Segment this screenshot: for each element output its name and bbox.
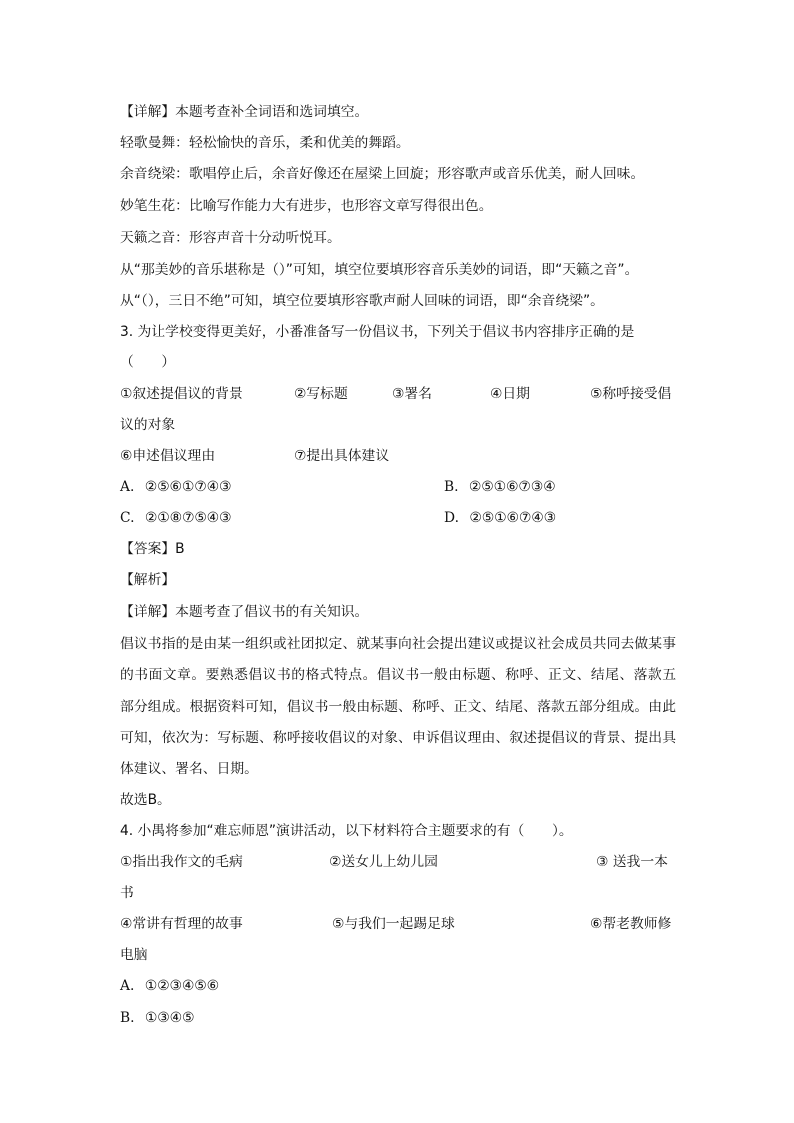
q3-answer: 【答案】B: [120, 541, 185, 557]
definition-yuyinraoliang: 余音绕梁：歌唱停止后，余音好像还在屋梁上回旋；形容歌声或音乐优美，耐人回味。: [120, 166, 645, 182]
q4-item-3: ③ 送我一本: [596, 854, 668, 870]
option-letter: A.: [120, 479, 135, 495]
q3-item-5: ⑤称呼接受倡: [590, 386, 672, 402]
q3-option-c: [120, 508, 231, 528]
q3-analysis-heading: 【解析】: [120, 572, 176, 588]
q3-item-1: ①叙述提倡议的背景: [120, 386, 243, 402]
q3-item-5-continued: 议的对象: [120, 417, 176, 433]
q4-item-3-continued: 书: [120, 885, 134, 901]
option-text: ②①⑧⑦⑤④③: [144, 510, 232, 526]
q3-item-7: ⑦提出具体建议: [294, 448, 390, 464]
q4-option-b: [120, 1008, 194, 1028]
option-text: ①③④⑤: [144, 1010, 195, 1026]
option-text: ②⑤①⑥⑦④③: [469, 510, 556, 526]
q3-explain-line-1: 倡议书指的是由某一组织或社团拟定、就某事向社会提出建议或提议社会成员共同去做某事: [120, 636, 676, 652]
q3-option-b: [444, 477, 556, 497]
q3-item-6: ⑥申述倡议理由: [120, 448, 216, 464]
q3-item-2: ②写标题: [294, 386, 348, 402]
q3-conclusion: 故选B。: [120, 792, 171, 808]
q4-item-1: ①指出我作文的毛病: [120, 854, 243, 870]
q3-detail-heading: 【详解】本题考查了倡议书的有关知识。: [120, 604, 369, 620]
option-letter: B.: [444, 479, 459, 495]
q4-item-6: ⑥帮老教师修: [590, 916, 672, 932]
definition-tianlaizhiyin: 天籁之音：形容声音十分动听悦耳。: [120, 230, 341, 246]
definition-miaobishenghua: 妙笔生花：比喻写作能力大有进步，也形容文章写得很出色。: [120, 198, 493, 214]
option-letter: A.: [120, 978, 135, 994]
q3-explain-line-5: 体建议、署名、日期。: [120, 761, 258, 777]
detail-heading-1: 【详解】本题考查补全词语和选词填空。: [120, 104, 369, 120]
option-text: ②⑤①⑥⑦③④: [468, 479, 556, 495]
q3-option-d: [444, 508, 556, 528]
q3-explain-line-3: 部分组成。根据资料可知，倡议书一般由标题、称呼、正文、结尾、落款五部分组成。由此: [120, 699, 676, 715]
definition-qinggemanwu: 轻歌曼舞：轻松愉快的音乐，柔和优美的舞蹈。: [120, 135, 410, 151]
option-letter: D.: [444, 510, 459, 526]
q4-item-5: ⑤与我们一起踢足球: [332, 916, 455, 932]
option-text: ②⑤⑥①⑦④③: [144, 479, 232, 495]
explanation-line-1: 从“那美妙的音乐堪称是（）”可知，填空位要填形容音乐美妙的词语，即“天籁之音”。: [120, 262, 639, 278]
explanation-line-2: 从“（），三日不绝”可知，填空位要填形容歌声耐人回味的词语，即“余音绕梁”。: [120, 293, 604, 309]
q3-stem-line-1: 3. 为让学校变得更美好，小番准备写一份倡议书，下列关于倡议书内容排序正确的是: [120, 324, 635, 340]
option-text: ①②③④⑤⑥: [144, 978, 219, 994]
q4-item-2: ②送女儿上幼儿园: [329, 854, 438, 870]
q3-item-4: ④日期: [490, 386, 530, 402]
q4-stem: 4. 小禺将参加“难忘师恩”演讲活动，以下材料符合主题要求的有（ ）。: [120, 823, 573, 839]
q3-stem-line-2: （ ）: [120, 354, 176, 370]
option-letter: C.: [120, 510, 135, 526]
q3-item-3: ③署名: [392, 386, 432, 402]
option-letter: B.: [120, 1010, 135, 1026]
q4-item-6-continued: 电脑: [120, 947, 148, 963]
q3-explain-line-4: 可知，依次为：写标题、称呼接收倡议的对象、申诉倡议理由、叙述提倡议的背景、提出具: [120, 730, 676, 746]
q4-option-a: [120, 976, 219, 996]
q4-item-4: ④常讲有哲理的故事: [120, 916, 243, 932]
q3-option-a: [120, 477, 231, 497]
q3-explain-line-2: 的书面文章。要熟悉倡议书的格式特点。倡议书一般由标题、称呼、正文、结尾、落款五: [120, 667, 676, 683]
